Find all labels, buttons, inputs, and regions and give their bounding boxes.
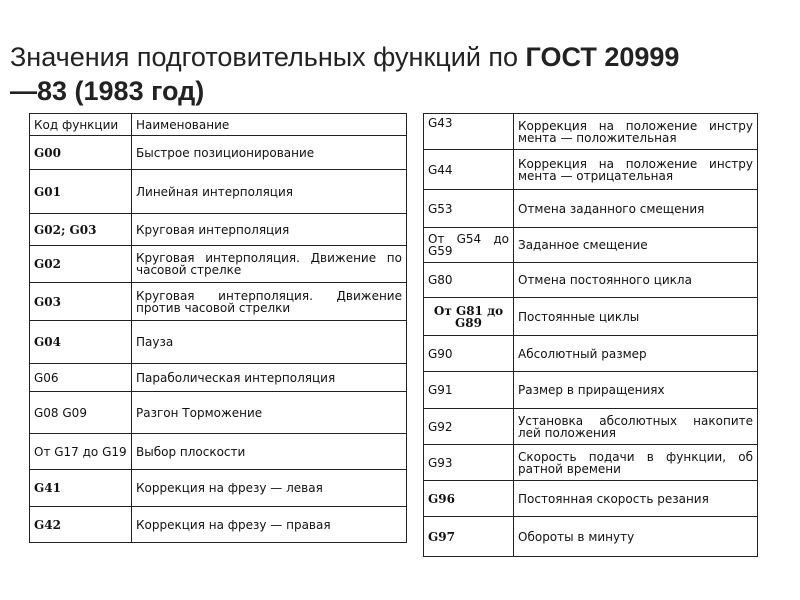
title-standard: ГОСТ 20999 (525, 42, 680, 72)
table-row (424, 228, 758, 263)
function-code: G91 (424, 372, 514, 409)
table-row (424, 481, 758, 517)
table-row (30, 392, 407, 434)
function-code: G53 (424, 190, 514, 228)
table-row (424, 445, 758, 481)
function-code: G97 (424, 517, 514, 557)
function-code: G06 (30, 364, 132, 392)
table-row (30, 321, 407, 364)
table-row (30, 434, 407, 470)
function-name: Коррекция на положение инстру мента — отрицательная (514, 150, 758, 190)
function-name: Постоянная скорость резания (514, 481, 758, 517)
function-code: От G54 до G59 (424, 228, 514, 263)
function-name: Быстрое позиционирование (132, 136, 407, 170)
function-code: От G17 до G19 (30, 434, 132, 470)
table-row (424, 190, 758, 228)
function-code: G01 (30, 170, 132, 214)
table-row (424, 298, 758, 336)
function-name: Круговая интерполяция. Движение по часовой стрелке (132, 246, 407, 283)
function-code: G90 (424, 336, 514, 372)
function-code: G02 (30, 246, 132, 283)
table-row (30, 136, 407, 170)
function-code: G04 (30, 321, 132, 364)
function-name: Абсолютный размер (514, 336, 758, 372)
table-row (30, 364, 407, 392)
function-name: Пауза (132, 321, 407, 364)
table-row (30, 507, 407, 543)
table-row (30, 470, 407, 507)
function-code: G03 (30, 283, 132, 321)
function-name: Круговая интерполяция (132, 214, 407, 246)
function-name: Параболическая интерполяция (132, 364, 407, 392)
table-row (30, 170, 407, 214)
function-name: Отмена постоянного цикла (514, 263, 758, 298)
function-name: Постоянные циклы (514, 298, 758, 336)
function-code: G93 (424, 445, 514, 481)
table-row (30, 283, 407, 321)
function-name: Разгон Торможение (132, 392, 407, 434)
function-code: G00 (30, 136, 132, 170)
function-code: От G81 до G89 (424, 298, 514, 336)
function-code: G44 (424, 150, 514, 190)
function-code: G08 G09 (30, 392, 132, 434)
page-title (10, 40, 790, 108)
table-header-row (30, 114, 407, 136)
function-code: G92 (424, 409, 514, 445)
function-name: Коррекция на фрезу — правая (132, 507, 407, 543)
function-name: Линейная интерполяция (132, 170, 407, 214)
function-name: Установка абсолютных накопите лей положения (514, 409, 758, 445)
function-code: G43 (424, 114, 514, 150)
function-name: Коррекция на положение инстру мента — положительная (514, 114, 758, 150)
table-row (424, 336, 758, 372)
function-code: G80 (424, 263, 514, 298)
function-code: G42 (30, 507, 132, 543)
table-row (30, 246, 407, 283)
function-name: Скорость подачи в функции, об ратной времени (514, 445, 758, 481)
table-row (424, 372, 758, 409)
table-row (424, 517, 758, 557)
function-name: Отмена заданного смещения (514, 190, 758, 228)
function-code: G02; G03 (30, 214, 132, 246)
function-name: Размер в приращениях (514, 372, 758, 409)
header-code: Код функции (30, 114, 132, 136)
title-year: —83 (1983 год) (10, 76, 205, 106)
function-code: G96 (424, 481, 514, 517)
table-row (424, 114, 758, 150)
function-name: Выбор плоскости (132, 434, 407, 470)
right-functions-table (423, 113, 758, 557)
function-name: Круговая интерполяция. Движение против часовой стрелки (132, 283, 407, 321)
function-name: Заданное смещение (514, 228, 758, 263)
table-row (30, 214, 407, 246)
table-row (424, 150, 758, 190)
title-text: Значения подготовительных функций по (10, 42, 526, 72)
function-name: Обороты в минуту (514, 517, 758, 557)
table-row (424, 409, 758, 445)
function-code: G41 (30, 470, 132, 507)
left-functions-table (29, 113, 407, 543)
function-name: Коррекция на фрезу — левая (132, 470, 407, 507)
header-name: Наименование (132, 114, 407, 136)
table-row (424, 263, 758, 298)
